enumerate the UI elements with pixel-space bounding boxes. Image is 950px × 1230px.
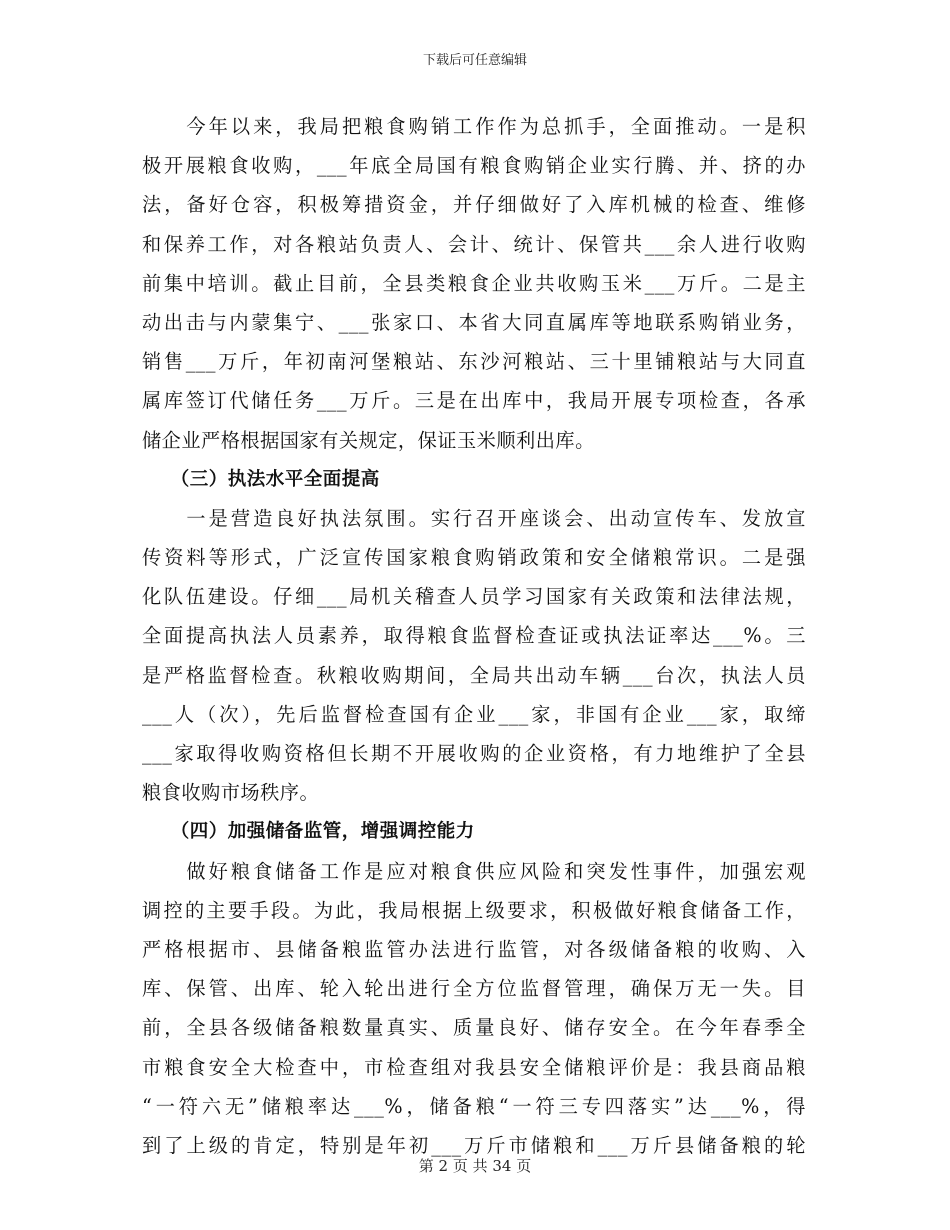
body-line: 做好粮食储备工作是应对粮食供应风险和突发性事件，加强宏观 — [142, 859, 806, 883]
body-line: 动出击与内蒙集宁、___张家口、本省大同直属库等地联系购销业务， — [142, 310, 806, 334]
body-line: 库、保管、出库、轮入轮出进行全方位监督管理，确保万无一失。目 — [142, 977, 806, 1001]
body-line: 法，备好仓容，积极筹措资金，并仔细做好了入库机械的检查、维修 — [142, 193, 806, 217]
body-line: 储企业严格根据国家有关规定，保证玉米顺利出库。 — [142, 428, 595, 452]
body-line: 属库签订代储任务___万斤。三是在出库中，我局开展专项检查，各承 — [142, 389, 806, 413]
body-line: 是严格监督检查。秋粮收购期间，全局共出动车辆___台次，执法人员 — [142, 663, 806, 687]
body-line: 严格根据市、县储备粮监管办法进行监管，对各级储备粮的收购、入 — [142, 937, 806, 961]
body-line: ___家取得收购资格但长期不开展收购的企业资格，有力地维护了全县 — [142, 742, 806, 765]
body-line: 前集中培训。截止目前，全县类粮食企业共收购玉米___万斤。二是主 — [142, 271, 806, 295]
body-line: 和保养工作，对各粮站负责人、会计、统计、保管共___余人进行收购 — [142, 232, 806, 256]
section-heading: （三）执法水平全面提高 — [142, 468, 380, 490]
body-line: ___人（次），先后监督检查国有企业___家，非国有企业___家，取缔 — [142, 702, 806, 726]
body-line: 粮食收购市场秩序。 — [142, 781, 320, 805]
body-line: 市粮食安全大检查中，市检查组对我县安全储粮评价是：我县商品粮 — [142, 1055, 806, 1079]
body-line: 前，全县各级储备粮数量真实、质量良好、储存安全。在今年春季全 — [142, 1016, 806, 1040]
body-line: 一是营造良好执法氛围。实行召开座谈会、出动宣传车、发放宣 — [142, 506, 806, 530]
page-footer: 第 2 页 共 34 页 — [418, 1157, 532, 1175]
document-body — [142, 107, 806, 1165]
body-line: 销售___万斤，年初南河堡粮站、东沙河粮站、三十里铺粮站与大同直 — [142, 350, 806, 374]
body-line: 调控的主要手段。为此，我局根据上级要求，积极做好粮食储备工作， — [142, 898, 806, 922]
page-header: 下载后可任意编辑 — [422, 53, 527, 68]
body-line: 到了上级的肯定，特别是年初___万斤市储粮和___万斤县储备粮的轮 — [142, 1133, 806, 1157]
body-line: 全面提高执法人员素养，取得粮食监督检查证或执法证率达___%。三 — [142, 624, 806, 648]
body-line: 化队伍建设。仔细___局机关稽查人员学习国家有关政策和法律法规， — [142, 585, 806, 609]
body-line: 今年以来，我局把粮食购销工作作为总抓手，全面推动。一是积 — [142, 115, 806, 138]
body-line: “一符六无”储粮率达___%，储备粮“一符三专四落实”达___%，得 — [142, 1094, 806, 1118]
body-line: 极开展粮食收购，___年底全局国有粮食购销企业实行腾、并、挤的办 — [142, 154, 806, 178]
body-line: 传资料等形式，广泛宣传国家粮食购销政策和安全储粮常识。二是强 — [142, 546, 806, 570]
section-heading: （四）加强储备监管，增强调控能力 — [142, 821, 475, 843]
